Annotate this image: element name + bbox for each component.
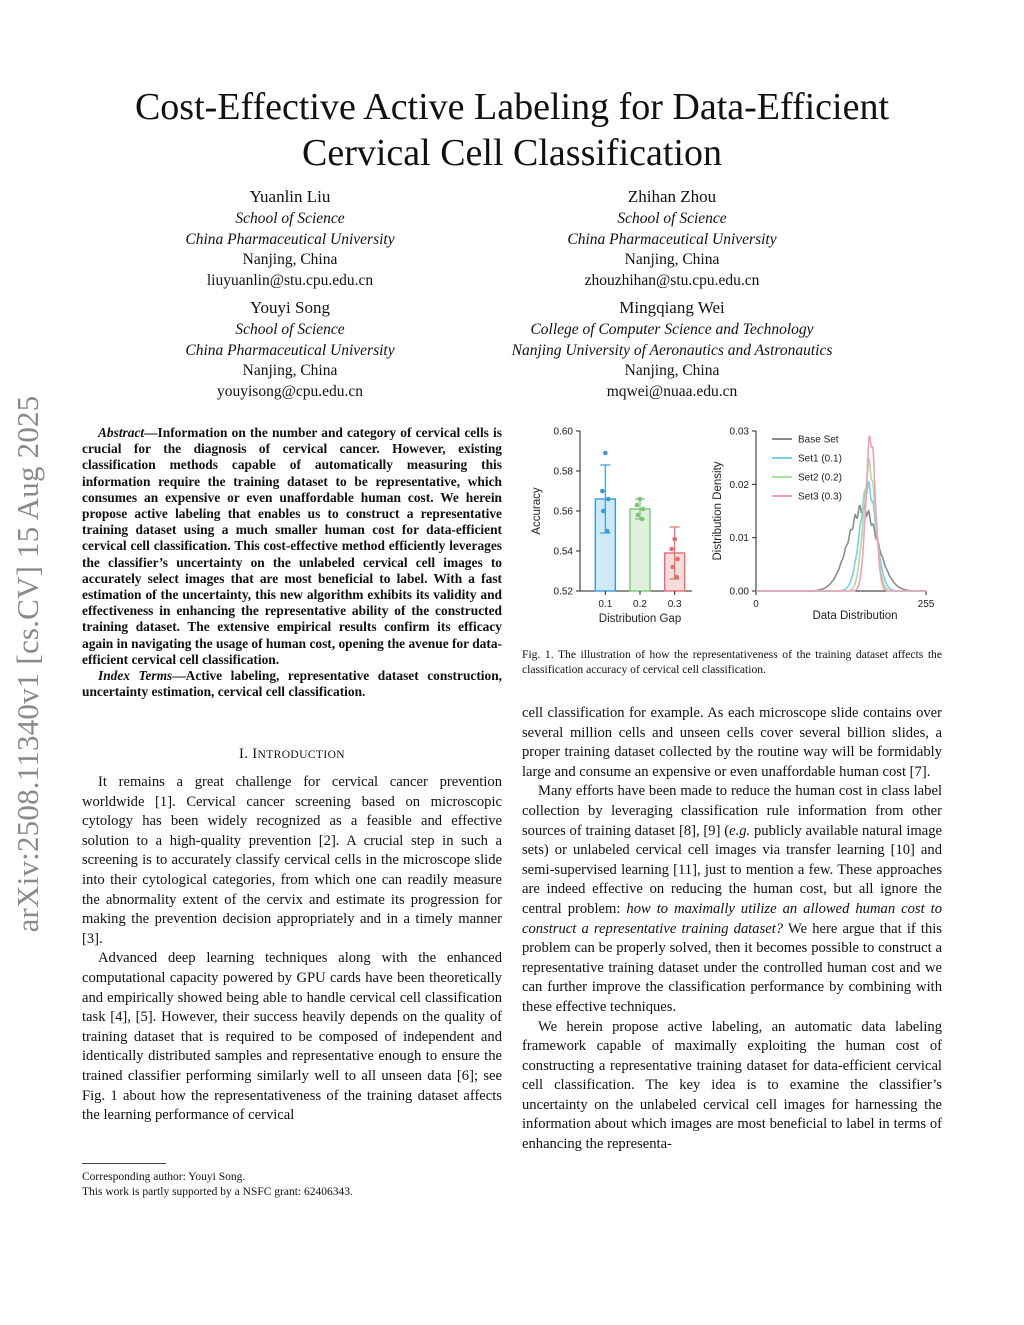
data-point [600,489,605,494]
text-run-italic: how to maximally utilize an allowed human cost to construct a representative training dataset? [522,900,942,937]
author-org: China Pharmaceutical University [567,230,777,248]
figure-caption: Fig. 1. The illustration of how the representativeness of the training dataset affects the classification accuracy of cervical cell classification. [522,648,942,676]
data-point [638,497,643,502]
author-block-3 [100,297,480,402]
data-point [605,529,610,534]
data-point [670,565,675,570]
text-run: Many efforts have been made to reduce the human cost in class label collection by leveraging classification rule information from other sources of training dataset [8], [9] ( [522,783,942,839]
data-point [636,513,641,518]
y-axis-label: Distribution Density [712,461,724,561]
data-point [675,557,680,562]
paragraph [522,782,942,1017]
arxiv-watermark [10,368,46,960]
footnote-funding: This work is partly supported by a NSFC grant: 62406343. [82,1185,353,1198]
author-city: Nanjing, China [242,362,338,379]
section-number: I. [239,746,253,762]
author-email: zhouzhihan@stu.cpu.edu.cn [584,271,760,289]
author-name: Yuanlin Liu [249,187,331,206]
author-name: Mingqiang Wei [619,298,725,317]
section-rest: NTRODUCTION [257,749,345,761]
data-point [640,517,645,522]
x-tick-label: 0 [753,599,759,610]
author-dept: School of Science [235,321,345,338]
y-tick-label: 0.52 [553,586,573,598]
author-dept: School of Science [235,210,345,227]
data-point [603,451,608,456]
data-point [674,575,679,580]
bar [630,509,650,591]
x-tick-label: 255 [917,599,935,610]
y-tick-label: 0.58 [553,466,573,478]
index-terms-text: —Active labeling, representative dataset construction, uncertainty estimation, cervical cell classification. [82,668,503,700]
author-org: China Pharmaceutical University [185,341,395,359]
legend-label: Set3 (0.3) [798,491,842,503]
paragraph: We herein propose active labeling, an automatic data labeling framework capable of maximally exploiting the human cost of constructing a representative training dataset for data-efficient cervical cell classification. The key idea is to examine the classifier’s uncertainty on the unlabeled cervical cell images for harnessing the information about which images are most beneficial to label in terms of enhancing the representa- [522,1018,942,1153]
author-block-4 [482,297,862,402]
author-email: mqwei@nuaa.edu.cn [606,382,738,400]
data-point [601,509,606,514]
text-run: publicly available natural image sets) or unlabeled cervical cell images via transfer learning [10] and semi-supervised learning [11], just to mention a few. These approaches are indeed effective on reducing the human cost, but all ignore the central problem: [522,822,943,917]
y-tick-label: 0.60 [553,426,573,438]
x-tick-label: 0.3 [667,599,682,610]
y-tick-label: 0.03 [729,426,749,438]
author-city: Nanjing, China [242,251,338,268]
author-dept: School of Science [617,210,727,227]
section-heading [82,746,502,763]
abstract [82,425,502,700]
data-point [635,503,640,508]
data-point [606,497,611,502]
paragraph: It remains a great challenge for cervical cancer prevention worldwide [1]. Cervical cancer screening based on microscopic cytology has been widely recognized as a feasible and effective solution to a high-quality prevention [2]. A crucial step in such a screening is to accurately classify cervical cells in the microscope slide into their cytological categories, from which one can readily measure the abnormality extent of the cervix and estimate its progression for making the prevention decision appropriately and in a timely manner [3]. [82,774,502,947]
data-point [672,537,677,542]
x-axis-label: Data Distribution [812,610,898,622]
legend-label: Base Set [798,434,839,446]
y-axis-label: Accuracy [531,487,543,535]
author-city: Nanjing, China [624,362,720,379]
abstract-paragraph [82,425,502,668]
paragraph: Advanced deep learning techniques along with the enhanced computational capacity powered by GPU cards have been theoretically and empirically showed being able to handle cervical cell classification task [4], [5]. However, their success heavily depends on the quality of training dataset that is required to be composed of independent and identically distributed samples and representative enough to ensure the trained classifier performing similarly well to all unseen data [6]; see Fig. 1 about how the representativeness of the training dataset affects the learning performance of cervical [82,950,502,1124]
footnotes [82,1170,502,1199]
y-tick-label: 0.56 [553,506,573,518]
paper-title [80,84,944,176]
section-first-letter: I [252,746,258,762]
x-axis-label: Distribution Gap [598,613,682,625]
abstract-text: —Information on the number and category of cervical cells is crucial for the diagnosis of cervical cancer. However, existing classification methods capable of automatically measuring this information require the training dataset to be representative, which consumes an expensive or even unaffordable human cost. We herein propose active labeling that enables us to construct a representative training dataset using a much smaller human cost for data-efficient cervical cell classification. This cost-effective method efficiently leverages the classifier’s uncertainty on the unlabeled cervical cell images to accurately select images that are most beneficial to label. With a fast estimation of the uncertainty, this new algorithm exhibits its validity and effectiveness in enhancing the representative ability of the constructed training dataset. The extensive empirical results confirm its efficacy again in navigating the usage of human cost, opening the avenue for data-efficient cervical cell classification. [82,425,502,667]
paragraph: cell classification for example. As each microscope slide contains over several million cells and unseen cells cover several billion slides, a proper training dataset collected by the routine way will be formidably large and consume an expensive or even unaffordable human cost [7]. [522,705,942,780]
figure-1-svg [522,420,944,634]
text-run-italic: e.g. [729,822,751,839]
y-tick-label: 0.54 [553,546,573,558]
author-org: Nanjing University of Aeronautics and Astronautics [511,341,833,359]
title-line-2: Cervical Cell Classification [301,132,722,174]
series-line [756,504,926,591]
x-tick-label: 0.1 [598,599,613,610]
legend-label: Set1 (0.1) [798,453,842,465]
title-line-1: Cost-Effective Active Labeling for Data-Efficient [134,86,890,128]
author-block-1 [100,186,480,291]
author-email: youyisong@cpu.edu.cn [216,382,363,400]
right-column-body [522,704,942,1155]
author-dept: College of Computer Science and Technology [530,321,814,338]
author-name: Zhihan Zhou [627,187,717,206]
arxiv-id: arXiv:2508.11340v1 [cs.CV] 15 Aug 2025 [10,395,45,933]
y-tick-label: 0.02 [729,479,749,491]
density-line-chart [712,427,935,623]
abstract-label: Abstract [98,425,145,440]
y-tick-label: 0.01 [729,533,749,545]
author-email: liuyuanlin@stu.cpu.edu.cn [206,271,374,289]
index-terms [82,668,502,700]
accuracy-bar-chart [531,427,692,626]
author-block-2 [482,186,862,291]
footnote-corresponding: Corresponding author: Youyi Song. [82,1171,246,1183]
footnote-rule [82,1163,166,1164]
figure-1 [522,420,944,634]
author-name: Youyi Song [249,298,330,317]
index-terms-label: Index Terms [98,668,173,684]
author-org: China Pharmaceutical University [185,230,395,248]
author-city: Nanjing, China [624,251,720,268]
x-tick-label: 0.2 [633,599,647,610]
text-run: We here argue that if this problem can be properly solved, then it becomes possible to construct a representative training dataset under the controlled human cost and we can further improve the classification performance by combining with these effective techniques. [522,920,942,1015]
data-point [641,507,646,512]
left-column-body [82,773,502,1126]
data-point [669,547,674,552]
y-tick-label: 0.00 [729,586,749,598]
legend-label: Set2 (0.2) [798,472,842,484]
